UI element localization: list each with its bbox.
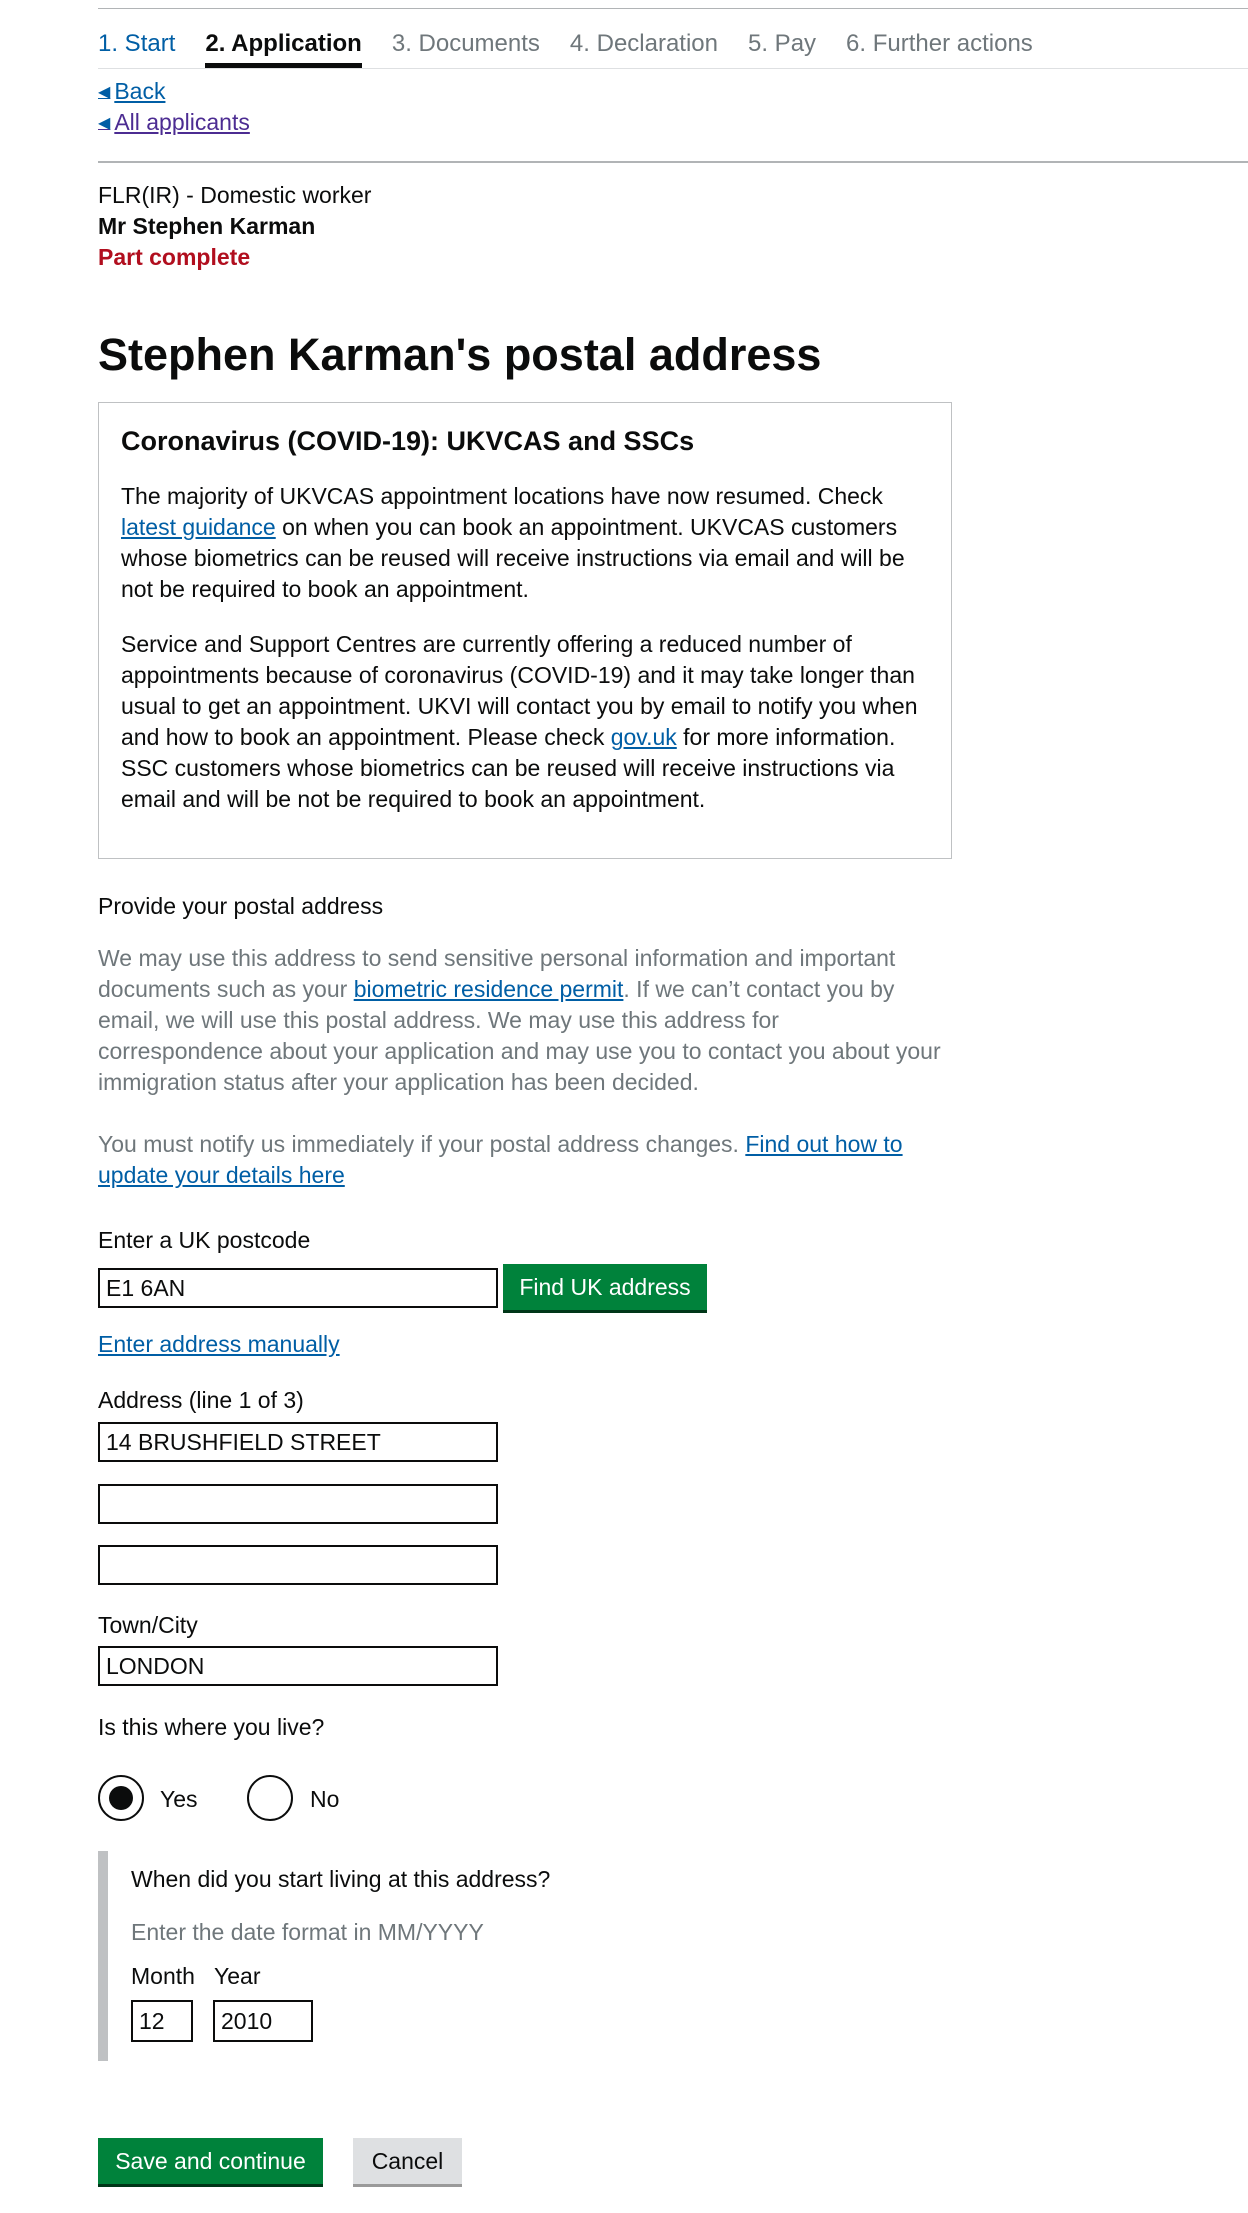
start-date-question: When did you start living at this address? bbox=[131, 1866, 551, 1892]
postal-address-label: Provide your postal address bbox=[98, 893, 384, 919]
back-link-label: Back bbox=[114, 78, 166, 104]
top-border bbox=[98, 8, 1248, 9]
address-line-3-input[interactable] bbox=[98, 1545, 498, 1585]
save-and-continue-button[interactable]: Save and continue bbox=[98, 2138, 323, 2184]
postcode-input[interactable] bbox=[98, 1268, 498, 1308]
radio-selected-dot bbox=[109, 1786, 133, 1810]
year-label: Year bbox=[214, 1963, 261, 1989]
triangle-left-icon: ◀ bbox=[98, 83, 111, 101]
update-details-link[interactable]: Find out how to update your details here bbox=[98, 1131, 903, 1188]
panel-heading: Coronavirus (COVID-19): UKVCAS and SSCs bbox=[121, 426, 695, 456]
find-uk-address-button[interactable]: Find UK address bbox=[503, 1264, 707, 1310]
step-application: 2. Application bbox=[205, 30, 362, 57]
step-pay: 5. Pay bbox=[748, 30, 817, 57]
progress-steps bbox=[98, 30, 1063, 58]
cancel-button[interactable]: Cancel bbox=[353, 2138, 462, 2184]
gov-uk-link[interactable]: gov.uk bbox=[610, 724, 677, 750]
panel-paragraph-2: Service and Support Centres are currently offering a reduced number of appointments because of coronavirus (COVID-19) and it may take longer than usual to get an appointment. UKVI will contact you by email to notify you when and how to book an appointment. Please check gov.uk for more information. SSC customers whose biometrics can be reused will receive instructions via email and will be not be required to book an appointment. bbox=[121, 631, 918, 812]
header-divider bbox=[98, 161, 1248, 163]
covid-info-panel bbox=[98, 402, 952, 859]
postcode-label: Enter a UK postcode bbox=[98, 1227, 311, 1253]
address-line-1-input[interactable] bbox=[98, 1422, 498, 1462]
town-city-input[interactable] bbox=[98, 1646, 498, 1686]
town-city-label: Town/City bbox=[98, 1612, 198, 1638]
date-format-hint: Enter the date format in MM/YYYY bbox=[131, 1919, 484, 1945]
postal-address-hint: We may use this address to send sensitive personal information and important documents such as your biometric residence permit. If we can’t contact you by email, we will use this postal address. We may use this address for correspondence about your application and may use you to contact you about your immigration status after your application has been decided. bbox=[98, 945, 941, 1095]
back-link[interactable] bbox=[98, 78, 165, 105]
radio-no[interactable] bbox=[247, 1775, 293, 1821]
step-declaration: 4. Declaration bbox=[569, 30, 718, 57]
conditional-reveal-bar bbox=[98, 1851, 108, 2061]
triangle-left-icon: ◀ bbox=[98, 114, 111, 132]
address-line-2-input[interactable] bbox=[98, 1484, 498, 1524]
month-input[interactable] bbox=[131, 2000, 193, 2042]
step-further-actions: 6. Further actions bbox=[846, 30, 1033, 57]
status-badge: Part complete bbox=[98, 244, 251, 270]
month-label: Month bbox=[131, 1963, 195, 1989]
brp-link[interactable]: biometric residence permit bbox=[353, 976, 624, 1002]
steps-divider bbox=[98, 68, 1248, 69]
latest-guidance-link[interactable]: latest guidance bbox=[121, 514, 276, 540]
application-type: FLR(IR) - Domestic worker bbox=[98, 182, 372, 208]
panel-paragraph-1: The majority of UKVCAS appointment locations have now resumed. Check latest guidance on when you can book an appointment. UKVCAS customers whose biometrics can be reused will receive instructions via email and will be not be required to book an appointment. bbox=[121, 483, 905, 602]
all-applicants-link[interactable] bbox=[98, 109, 250, 136]
radio-yes[interactable] bbox=[98, 1775, 144, 1821]
enter-address-manually-link[interactable]: Enter address manually bbox=[98, 1331, 340, 1357]
step-start[interactable]: 1. Start bbox=[98, 30, 176, 57]
radio-no-label[interactable]: No bbox=[310, 1786, 340, 1812]
page-title: Stephen Karman's postal address bbox=[98, 329, 822, 380]
applicant-name: Mr Stephen Karman bbox=[98, 213, 316, 239]
radio-yes-label[interactable]: Yes bbox=[160, 1786, 198, 1812]
live-here-question: Is this where you live? bbox=[98, 1714, 325, 1740]
all-applicants-label: All applicants bbox=[114, 109, 250, 135]
year-input[interactable] bbox=[213, 2000, 313, 2042]
address-line-label: Address (line 1 of 3) bbox=[98, 1387, 304, 1413]
application-caption bbox=[98, 180, 371, 273]
step-documents: 3. Documents bbox=[391, 30, 540, 57]
address-change-hint: You must notify us immediately if your postal address changes. Find out how to update your details here bbox=[98, 1131, 903, 1188]
